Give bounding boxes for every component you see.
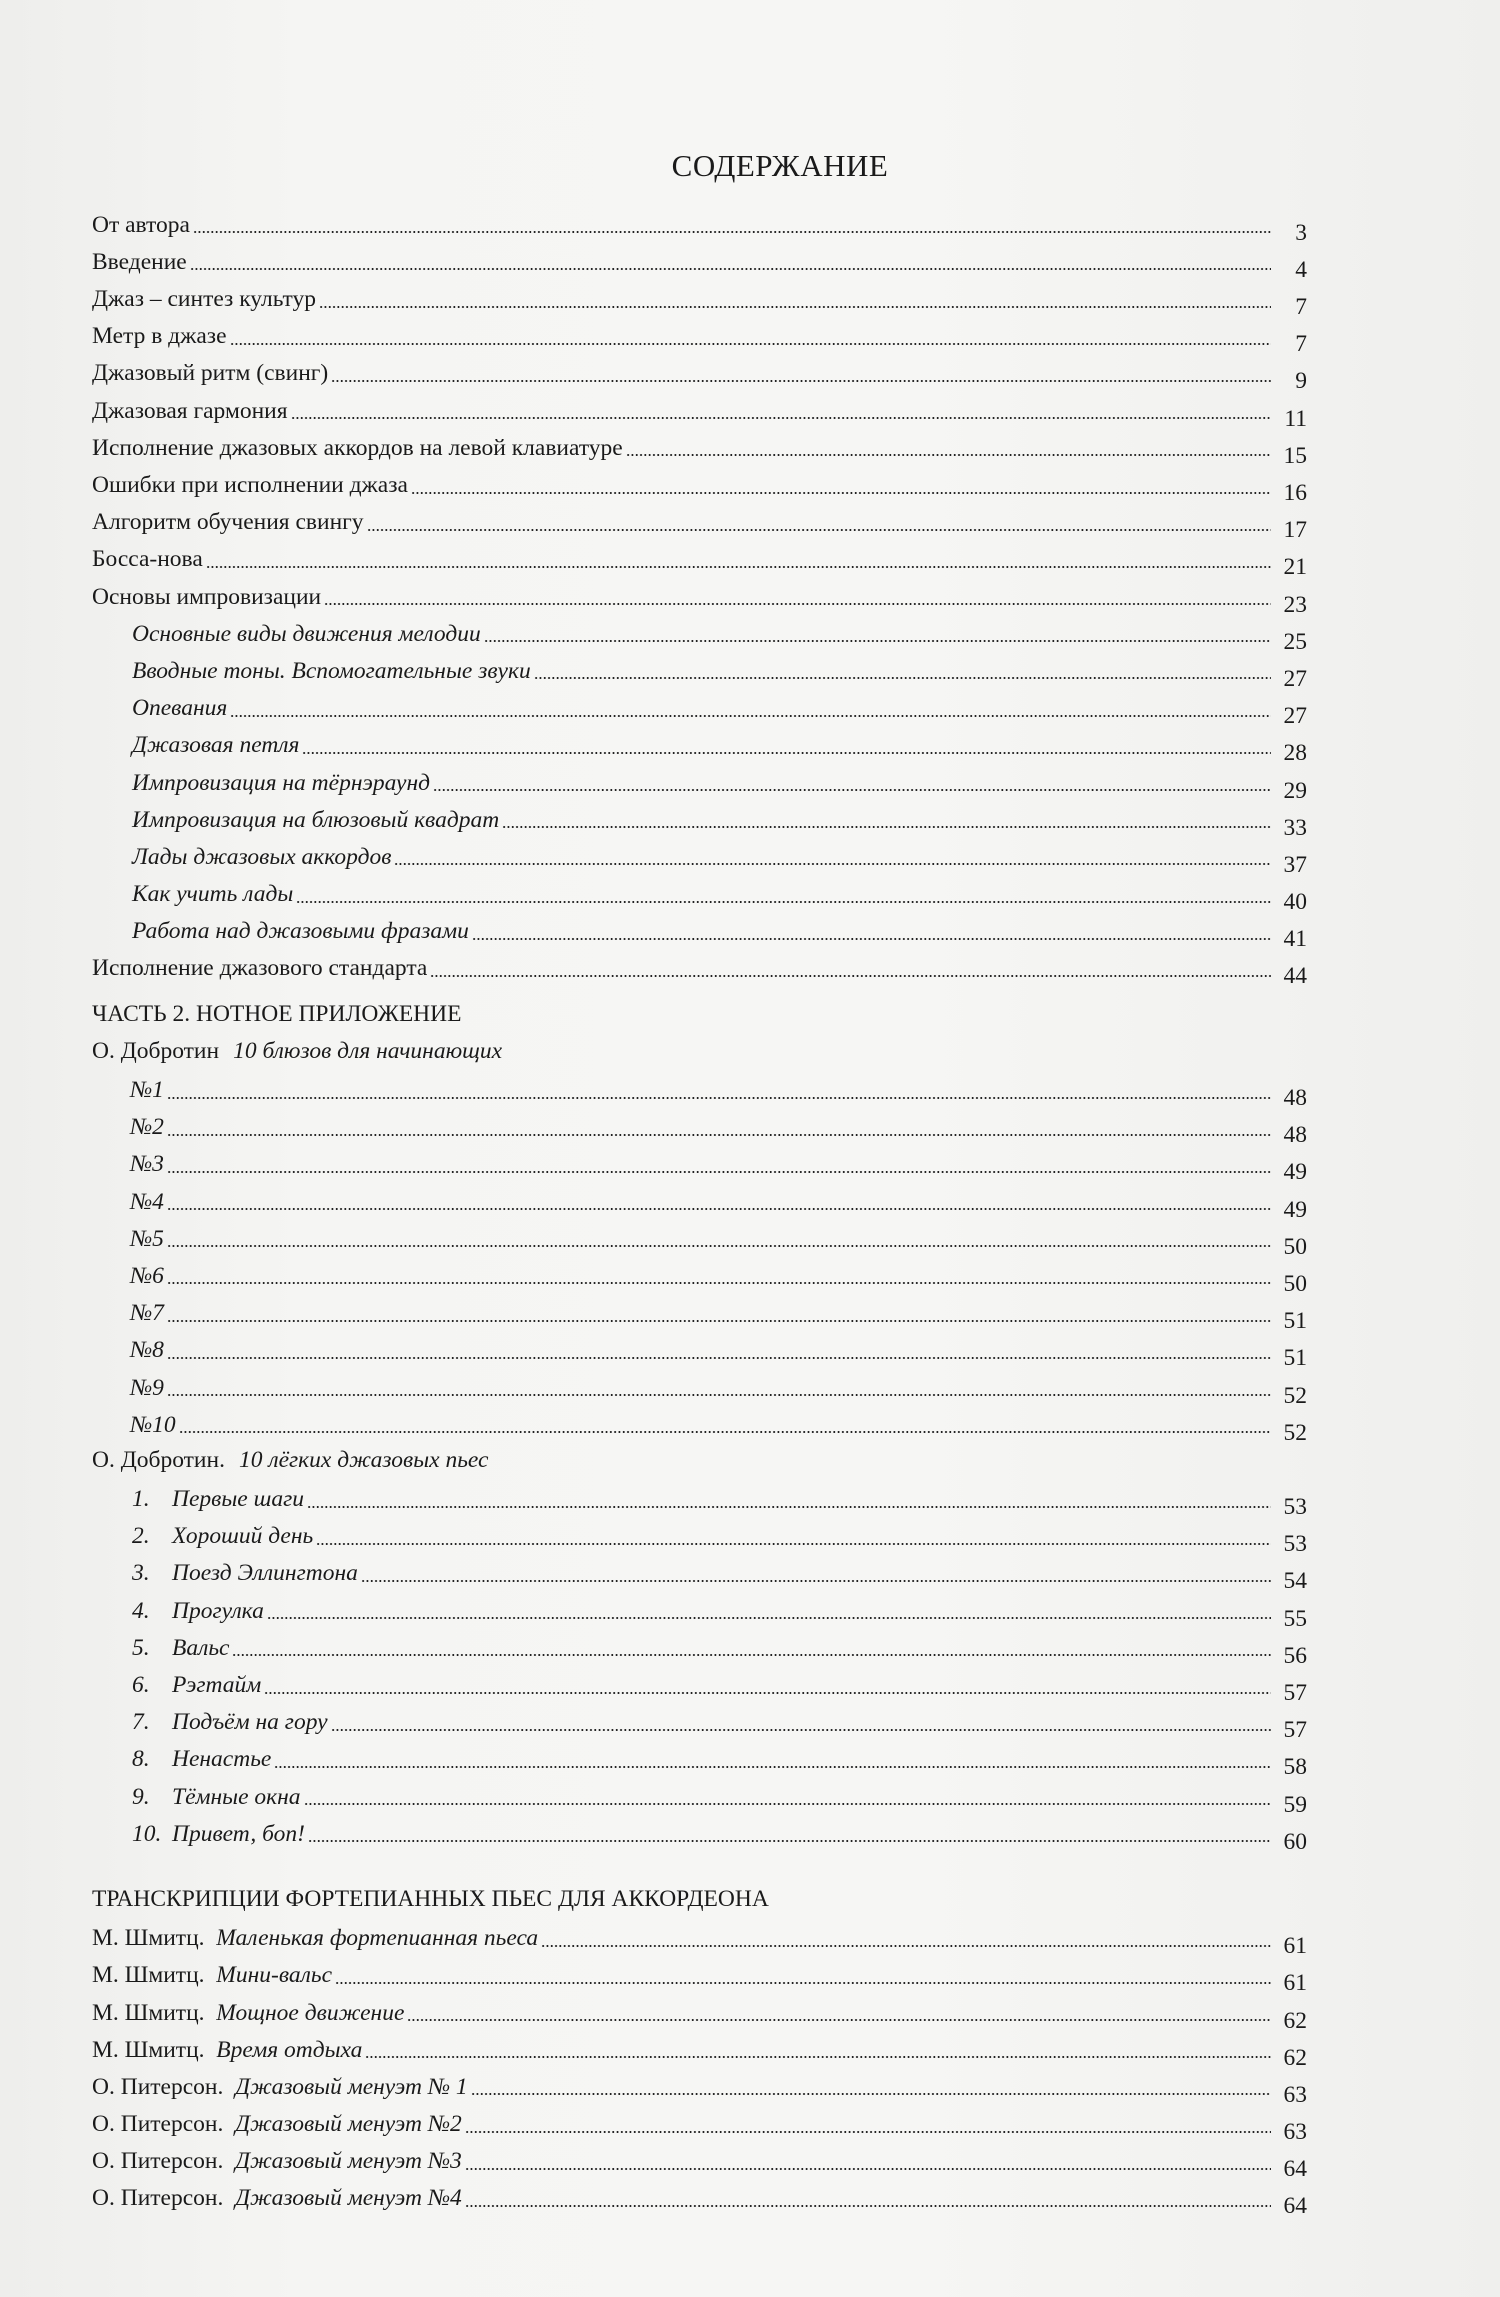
- toc-entry-label: [92, 548, 203, 572]
- toc-entry[interactable]: [92, 795, 1307, 841]
- toc-entry[interactable]: [92, 1103, 1307, 1149]
- dot-leader: [502, 826, 1271, 828]
- dot-leader: [167, 1394, 1271, 1396]
- entry-title: Работа над джазовыми фразами: [132, 918, 469, 945]
- dot-leader: [367, 529, 1271, 531]
- pieces-collection-heading: [92, 1437, 1307, 1474]
- toc-entry[interactable]: [92, 1549, 1307, 1595]
- toc-entry[interactable]: [92, 1288, 1307, 1335]
- toc-page-number: 53: [1283, 1494, 1307, 1521]
- dot-leader: [465, 2168, 1271, 2170]
- toc-page-number: 16: [1283, 480, 1307, 506]
- toc-entry-label: [92, 1927, 538, 1951]
- dot-leader: [394, 863, 1271, 865]
- entry-title: Джазовый ритм (свинг): [92, 360, 329, 387]
- dot-leader: [471, 2093, 1271, 2095]
- entry-number: 2.: [132, 1523, 150, 1550]
- toc-entry[interactable]: [92, 2025, 1307, 2071]
- entry-title: №10: [130, 1411, 176, 1438]
- entry-title: Как учить лады: [132, 881, 294, 908]
- entry-number: 10.: [132, 1820, 162, 1847]
- improvisation-section: [92, 609, 1307, 953]
- toc-entry[interactable]: [92, 1065, 1307, 1111]
- entry-title: №8: [130, 1337, 164, 1364]
- entry-title: Поезд Эллингтона: [172, 1560, 358, 1587]
- toc-entry[interactable]: [92, 200, 1307, 246]
- toc-entry[interactable]: [92, 1474, 1307, 1521]
- toc-page-number: 11: [1284, 405, 1307, 432]
- toc-page-number: 25: [1283, 628, 1307, 655]
- entry-title: Алгоритм обучения свингу: [92, 509, 364, 536]
- toc-entry[interactable]: [92, 423, 1307, 469]
- entry-number: 4.: [132, 1597, 150, 1624]
- page-title: СОДЕРЖАНИЕ: [671, 148, 889, 183]
- dot-leader: [407, 2019, 1271, 2021]
- toc-entry[interactable]: [92, 683, 1307, 730]
- dot-leader: [167, 1320, 1271, 1322]
- toc-entry[interactable]: [92, 1214, 1307, 1260]
- entry-title: Джазовый менуэт № 1: [235, 2073, 468, 2100]
- toc-entry[interactable]: [92, 721, 1307, 767]
- toc-page-number: 52: [1283, 1382, 1307, 1409]
- entry-title: Ошибки при исполнении джаза: [92, 472, 408, 498]
- toc-entry-label: [132, 769, 431, 796]
- entry-title: №3: [130, 1151, 164, 1178]
- toc-entry-label: [132, 657, 531, 684]
- toc-page-number: 60: [1283, 1828, 1307, 1855]
- dot-leader: [308, 1840, 1271, 1842]
- toc-page-number: 28: [1283, 740, 1307, 767]
- entry-title: №7: [130, 1300, 164, 1327]
- dot-leader: [541, 1945, 1271, 1947]
- entry-title: №5: [130, 1225, 164, 1252]
- dot-leader: [190, 268, 1271, 270]
- toc-entry-label: [92, 1999, 405, 2026]
- dot-leader: [232, 1654, 1271, 1656]
- toc-entry-label: [92, 397, 288, 424]
- dot-leader: [465, 2131, 1271, 2133]
- toc-page-number: 27: [1283, 703, 1307, 730]
- entry-title: Прогулка: [172, 1597, 264, 1624]
- entry-title: Импровизация на тёрнэраунд: [132, 769, 431, 796]
- toc-page-number: 7: [1295, 331, 1307, 358]
- toc-page-number: 40: [1283, 889, 1307, 916]
- toc-entry[interactable]: [92, 460, 1307, 506]
- toc-page-number: 49: [1283, 1196, 1307, 1223]
- entry-title: №1: [130, 1077, 164, 1103]
- toc-entry[interactable]: [92, 1735, 1307, 1781]
- transcriptions-list: [92, 1913, 1307, 2220]
- toc-entry[interactable]: [92, 1177, 1307, 1223]
- toc-page-number: 52: [1283, 1419, 1307, 1446]
- toc-entry-label: [130, 1302, 164, 1326]
- entry-title: Джазовая петля: [132, 732, 300, 759]
- toc-page-number: 62: [1283, 2007, 1307, 2034]
- entry-number: 3.: [132, 1560, 150, 1587]
- toc-entry-label: [92, 248, 187, 275]
- toc-page-number: 17: [1283, 517, 1307, 544]
- entry-number: 5.: [132, 1634, 150, 1661]
- entry-title: Исполнение джазовых аккордов на левой клавиатуре: [92, 434, 623, 461]
- entry-title: Хороший день: [172, 1523, 314, 1550]
- toc-entry-label: [92, 2036, 363, 2063]
- dot-leader: [534, 677, 1271, 679]
- toc-entry[interactable]: [92, 1586, 1307, 1632]
- toc-page-number: 49: [1283, 1159, 1307, 1186]
- toc-entry-label: [132, 806, 500, 833]
- dot-leader: [365, 2056, 1271, 2058]
- entry-author: О. Питерсон.: [92, 2111, 224, 2138]
- entry-title: Привет, боп!: [172, 1820, 305, 1847]
- blues-title: 10 блюзов для начинающих: [233, 1038, 503, 1065]
- toc-page-number: 61: [1283, 1933, 1307, 1960]
- toc-entry[interactable]: [92, 498, 1307, 544]
- toc-entry[interactable]: [92, 609, 1307, 655]
- toc-entry[interactable]: [92, 2174, 1307, 2220]
- pieces-list: [92, 1474, 1307, 1855]
- entry-number: 1.: [132, 1486, 150, 1513]
- entry-title: Тёмные окна: [172, 1783, 301, 1810]
- pieces-title: 10 лёгких джазовых пьес: [238, 1447, 489, 1474]
- dot-leader: [304, 1803, 1271, 1805]
- entry-title: Маленькая фортепианная пьеса: [216, 1925, 539, 1952]
- dot-leader: [167, 1245, 1271, 1247]
- toc-page-number: 61: [1283, 1970, 1307, 1997]
- toc-entry-label: [130, 1079, 164, 1103]
- toc-entry[interactable]: [92, 312, 1307, 358]
- entry-title: Введение: [92, 248, 187, 275]
- toc-page-number: 15: [1283, 442, 1307, 469]
- entry-title: Опевания: [132, 695, 228, 722]
- toc-entry-label: [92, 288, 316, 312]
- toc-entry[interactable]: [92, 349, 1307, 395]
- dot-leader: [465, 2205, 1271, 2207]
- entry-author: О. Питерсон.: [92, 2185, 224, 2212]
- entry-title: Подъём на гору: [172, 1709, 328, 1736]
- entry-title: Мощное движение: [216, 1999, 405, 2026]
- toc-entry-label: [92, 474, 408, 498]
- toc-entry-label: [132, 620, 481, 647]
- toc-entry[interactable]: [92, 1988, 1307, 2034]
- entry-title: №4: [130, 1188, 164, 1215]
- entry-author: О. Питерсон.: [92, 2148, 224, 2175]
- toc-entry-label: [130, 1188, 164, 1215]
- entry-title: Джазовый менуэт №3: [235, 2148, 462, 2175]
- entry-title: Основы импровизации: [92, 583, 322, 610]
- toc-page-number: 48: [1283, 1085, 1307, 1111]
- part2-heading: [92, 991, 1307, 1028]
- toc-entry-label: [92, 2113, 462, 2137]
- toc-entry[interactable]: [92, 386, 1307, 432]
- toc-page-number: 63: [1283, 2119, 1307, 2146]
- entry-author: М. Шмитц.: [92, 2036, 205, 2063]
- toc-entry-label: [130, 1339, 164, 1363]
- dot-leader: [335, 1982, 1271, 1984]
- part2-heading-text: ЧАСТЬ 2. НОТНОЕ ПРИЛОЖЕНИЕ: [92, 1001, 462, 1028]
- dot-leader: [167, 1208, 1271, 1210]
- entry-title: Первые шаги: [172, 1486, 304, 1513]
- entry-title: Босса-нова: [92, 546, 203, 573]
- toc-page-number: 4: [1295, 256, 1307, 283]
- toc-entry-label: [132, 1562, 358, 1586]
- entry-title: Вальс: [172, 1634, 230, 1661]
- toc-page-number: 53: [1283, 1531, 1307, 1558]
- entry-author: М. Шмитц.: [92, 1999, 205, 2026]
- dot-leader: [319, 306, 1271, 308]
- toc-page-number: 33: [1283, 814, 1307, 841]
- toc-entry-label: [130, 1153, 164, 1177]
- toc-entry-label: Исполнение джазового стандарта: [92, 955, 428, 982]
- toc-entry-label: [92, 362, 328, 386]
- toc-entry-label: [132, 1820, 305, 1847]
- entry-number: 8.: [132, 1746, 150, 1773]
- dot-leader: [484, 640, 1271, 642]
- toc-entry[interactable]: [92, 2099, 1307, 2146]
- toc-entry-label: [130, 1116, 164, 1140]
- toc-entry-label: [132, 883, 293, 907]
- toc-page-number: 41: [1283, 926, 1307, 953]
- toc-page-number: 7: [1295, 294, 1307, 321]
- entry-title: №9: [130, 1374, 164, 1401]
- toc-entry-label: [92, 211, 190, 238]
- blues-author: О. Добротин: [92, 1038, 220, 1065]
- toc-page-number: 9: [1295, 368, 1307, 395]
- dot-leader: [291, 417, 1271, 419]
- toc-entry-label: [130, 1374, 164, 1401]
- toc-entry[interactable]: [92, 1809, 1307, 1855]
- toc-entry-label: [92, 2073, 468, 2100]
- dot-leader: [472, 938, 1271, 940]
- entry-title: Джазовый менуэт №2: [235, 2111, 462, 2138]
- toc-entry-label: [130, 1225, 164, 1252]
- toc-entry-label: [130, 1262, 164, 1289]
- dot-leader: [626, 454, 1271, 456]
- dot-leader: [167, 1357, 1271, 1359]
- toc-entry-label: [92, 2150, 462, 2174]
- dot-leader: [264, 1692, 1271, 1694]
- entry-title: Ненастье: [172, 1746, 272, 1773]
- toc-entry-label: [132, 1711, 328, 1735]
- toc-entry-label: [132, 734, 299, 758]
- entry-number: 9.: [132, 1783, 150, 1810]
- toc-page-number: 59: [1283, 1791, 1307, 1818]
- toc-entry[interactable]: [92, 832, 1307, 878]
- entry-title: Джаз – синтез культур: [92, 286, 317, 313]
- dot-leader: [193, 231, 1271, 233]
- toc-page-number: 56: [1283, 1642, 1307, 1669]
- dot-leader: [430, 975, 1271, 977]
- dot-leader: [230, 715, 1271, 717]
- toc-entry[interactable]: [92, 2137, 1307, 2183]
- toc-entry[interactable]: [92, 274, 1307, 321]
- toc-entry-label: [92, 583, 322, 610]
- toc-entry[interactable]: [92, 1251, 1307, 1297]
- entry-author: М. Шмитц.: [92, 1962, 205, 1989]
- part1-section: [92, 200, 1307, 618]
- toc-entry[interactable]: [92, 2062, 1307, 2108]
- toc-page-number: 55: [1283, 1605, 1307, 1632]
- toc-page-number: 44: [1283, 963, 1307, 990]
- entry-title: Основные виды движения мелодии: [132, 620, 481, 647]
- toc-entry-label: [132, 1488, 304, 1512]
- dot-leader: [324, 603, 1271, 605]
- toc-entry-label: [132, 1783, 301, 1810]
- dot-leader: [167, 1097, 1271, 1099]
- entry-title: Мини-вальс: [216, 1962, 333, 1989]
- dot-leader: [296, 901, 1271, 903]
- toc-page-number: 63: [1283, 2081, 1307, 2108]
- dot-leader: [331, 380, 1271, 382]
- entry-title: Джазовый менуэт №4: [235, 2185, 462, 2212]
- entry-number: 6.: [132, 1672, 150, 1698]
- toc-page-number: 21: [1283, 554, 1307, 581]
- toc-page-number: 3: [1295, 219, 1307, 246]
- toc-entry[interactable]: [92, 646, 1307, 692]
- blues-list: [92, 1065, 1307, 1446]
- transcriptions-heading: [92, 1876, 1307, 1913]
- toc-page-number: 64: [1283, 2193, 1307, 2220]
- toc-page-number: 29: [1283, 777, 1307, 804]
- entry-title: Джазовая гармония: [92, 397, 288, 424]
- toc-page-number: 57: [1283, 1680, 1307, 1706]
- entry-title: От автора: [92, 211, 190, 238]
- toc-entry[interactable]: [92, 1698, 1307, 1744]
- toc-entry[interactable]: [92, 758, 1307, 804]
- entry-title: №6: [130, 1262, 164, 1289]
- toc-entry[interactable]: [92, 944, 1307, 990]
- toc-entry[interactable]: [92, 869, 1307, 916]
- toc-page-number: 50: [1283, 1233, 1307, 1260]
- entry-title: Импровизация на блюзовый квадрат: [132, 806, 500, 833]
- toc-entry[interactable]: [92, 907, 1307, 953]
- dot-leader: [307, 1506, 1271, 1508]
- dot-leader: [316, 1543, 1271, 1545]
- toc-entry-label: [132, 1525, 313, 1549]
- dot-leader: [302, 752, 1271, 754]
- toc-page-number: 57: [1283, 1717, 1307, 1744]
- toc-entry[interactable]: [92, 1363, 1307, 1409]
- entry-title: Время отдыха: [216, 2036, 363, 2063]
- toc-entry-label: [132, 697, 227, 721]
- blues-collection-heading: [92, 1028, 1307, 1065]
- toc-entry[interactable]: [92, 1951, 1307, 1997]
- entry-title: Лады джазовых аккордов: [132, 843, 392, 870]
- toc-entry[interactable]: [92, 237, 1307, 283]
- dot-leader: [179, 1431, 1271, 1433]
- dot-leader: [206, 566, 1271, 568]
- entry-title: №2: [130, 1114, 164, 1141]
- toc-entry[interactable]: [92, 1140, 1307, 1186]
- transcriptions-heading-text: ТРАНСКРИПЦИИ ФОРТЕПИАННЫХ ПЬЕС ДЛЯ АККОРДЕОНА: [92, 1886, 769, 1913]
- toc-entry-label: [132, 1634, 230, 1661]
- toc-page-number: 58: [1283, 1754, 1307, 1781]
- dot-leader: [411, 492, 1271, 494]
- pieces-author: О. Добротин.: [92, 1447, 225, 1474]
- toc-entry[interactable]: [92, 572, 1307, 618]
- toc-page-number: 51: [1283, 1308, 1307, 1335]
- dot-leader: [274, 1766, 1271, 1768]
- toc-page-number: 64: [1283, 2156, 1307, 2183]
- toc-entry-label: [92, 434, 623, 461]
- dot-leader: [433, 789, 1271, 791]
- toc-entry[interactable]: [92, 1512, 1307, 1558]
- toc-page-number: 23: [1283, 591, 1307, 618]
- dot-leader: [361, 1580, 1271, 1582]
- toc-entry-label: [92, 2187, 462, 2211]
- toc-page-number: 62: [1283, 2044, 1307, 2071]
- entry-number: 7.: [132, 1709, 150, 1736]
- entry-author: О. Питерсон.: [92, 2073, 224, 2100]
- toc-entry-label: [132, 1748, 271, 1772]
- toc-entry-label: [92, 511, 364, 535]
- toc-entry[interactable]: [92, 1660, 1307, 1706]
- entry-author: М. Шмитц.: [92, 1925, 205, 1952]
- toc-entry-label: [132, 920, 469, 944]
- toc-entry[interactable]: [92, 1772, 1307, 1818]
- toc-page-number: 37: [1283, 851, 1307, 878]
- toc-entry[interactable]: [92, 1326, 1307, 1372]
- toc-entry-label: [132, 1597, 264, 1624]
- table-of-contents: [92, 200, 1307, 2220]
- dot-leader: [331, 1729, 1271, 1731]
- toc-entry[interactable]: [92, 1913, 1307, 1960]
- toc-entry-label: [92, 325, 227, 349]
- dot-leader: [167, 1171, 1271, 1173]
- toc-page-number: 51: [1283, 1345, 1307, 1372]
- toc-page-number: 27: [1283, 665, 1307, 692]
- toc-entry[interactable]: [92, 535, 1307, 581]
- entry-title: Вводные тоны. Вспомогательные звуки: [132, 657, 531, 684]
- toc-entry-label: [132, 1674, 261, 1698]
- dot-leader: [230, 343, 1271, 345]
- toc-entry[interactable]: [92, 1623, 1307, 1669]
- entry-title: Метр в джазе: [92, 323, 227, 350]
- toc-page-number: 50: [1283, 1270, 1307, 1297]
- entry-title: Рэгтайм: [172, 1672, 262, 1698]
- toc-entry[interactable]: [92, 1400, 1307, 1446]
- dot-leader: [167, 1134, 1271, 1136]
- toc-page-number: 54: [1283, 1568, 1307, 1595]
- toc-entry-label: [92, 1964, 332, 1988]
- toc-page-number: 48: [1283, 1122, 1307, 1149]
- toc-entry-label: [132, 843, 392, 870]
- toc-entry-label: [130, 1411, 176, 1438]
- dot-leader: [167, 1282, 1271, 1284]
- dot-leader: [267, 1617, 1271, 1619]
